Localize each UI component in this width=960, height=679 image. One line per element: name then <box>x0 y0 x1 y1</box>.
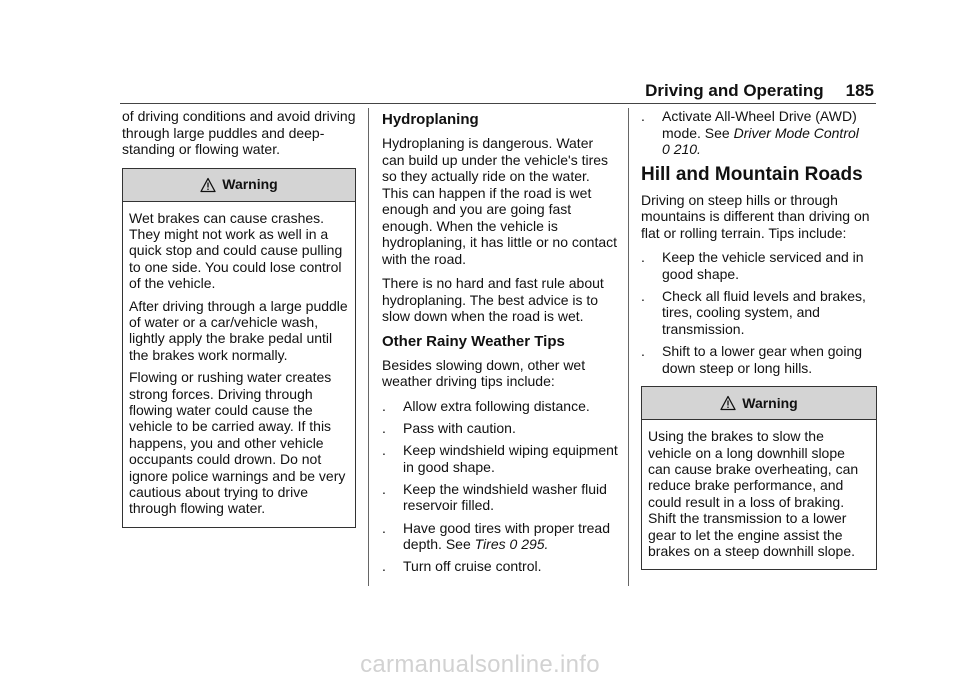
warning-paragraph: After driving through a large puddle of water or a car/vehicle wash, lightly apply the brake pedal until the brakes work normally. <box>129 297 348 363</box>
list-item: . Allow extra following distance. <box>382 397 590 414</box>
warning-body <box>642 420 876 569</box>
bullet: . <box>382 442 386 459</box>
warning-label: Warning <box>742 394 798 411</box>
tires-reference: Tires <box>474 536 506 553</box>
hill-mountain-heading: Hill and Mountain Roads <box>641 163 863 185</box>
bullet: . <box>641 249 645 265</box>
warning-paragraph: Using the brakes to slow the vehicle on a long downhill slope can cause brake overheating, can reduce brake performance, and could result in a loss of braking. Shift the transmission to a lower gear to let the engine assist the brakes on a steep downhill slope. <box>648 428 859 559</box>
column-middle <box>382 108 618 581</box>
warning-paragraph: Wet brakes can cause crashes. They might not work as well in a quick stop and could cause pulling to one side. You could lose control of the vehicle. <box>129 209 343 292</box>
warning-icon <box>200 177 216 193</box>
header-rule <box>120 103 876 104</box>
hydroplaning-paragraph: There is no hard and fast rule about hydroplaning. The best advice is to slow down when the road is wet. <box>382 275 604 324</box>
hill-mountain-intro: Driving on steep hills or through mountains is different than driving on flat or rolling terrain. Tips include: <box>641 191 870 241</box>
driver-mode-reference: Driver Mode Control <box>733 124 859 141</box>
list-item: . Keep windshield wiping equipment in good shape. <box>382 442 618 475</box>
page-number: 185 <box>845 81 874 100</box>
bullet: . <box>382 397 386 414</box>
bullet: . <box>641 343 645 360</box>
bullet: . <box>641 287 645 304</box>
page-arrow-icon: 0 <box>662 141 670 157</box>
hill-tips-list <box>641 249 877 376</box>
warning-box-wet-brakes <box>122 168 356 528</box>
column-divider <box>368 108 369 586</box>
warning-body <box>123 202 355 527</box>
list-item: . Keep the windshield washer fluid reservoir filled. <box>382 480 607 514</box>
list-item: . Check all fluid levels and brakes, tires, cooling system, and transmission. <box>641 287 866 337</box>
column-left <box>122 108 356 538</box>
driver-mode-page-ref: 210. <box>673 141 701 157</box>
watermark: carmanualsonline.info <box>360 651 600 678</box>
warning-label: Warning <box>222 176 278 193</box>
bullet: . <box>382 419 386 436</box>
list-item: . Keep the vehicle serviced and in good shape. <box>641 249 864 282</box>
hydroplaning-paragraph: Hydroplaning is dangerous. Water can build up under the vehicle's tires so they actually ride on the water. This can happen if the road is wet enough and you are going fast enough. When the vehicle is hydroplaning, it has little or no contact with the road. <box>382 135 618 267</box>
list-item: . Pass with caution. <box>382 419 516 436</box>
section-title: Driving and Operating <box>645 81 824 100</box>
warning-icon <box>720 395 736 411</box>
warning-header <box>123 169 355 202</box>
bullet: . <box>382 558 386 575</box>
rainy-weather-intro: Besides slowing down, other wet weather driving tips include: <box>382 356 586 389</box>
page-header <box>645 81 874 101</box>
hydroplaning-heading: Hydroplaning <box>382 111 479 128</box>
warning-box-downhill-brakes <box>641 386 877 570</box>
list-item: . Turn off cruise control. <box>382 558 542 575</box>
list-item: . Activate All-Wheel Drive (AWD) mode. See Driver Mode Control 0 210. <box>641 108 859 157</box>
warning-header <box>642 387 876 420</box>
column-divider <box>628 108 629 586</box>
intro-paragraph: of driving conditions and avoid driving through large puddles and deep-standing or flowing water. <box>122 108 356 157</box>
bullet: . <box>641 108 645 124</box>
awd-list <box>641 108 877 158</box>
bullet: . <box>382 519 386 536</box>
bullet: . <box>382 480 386 497</box>
column-right <box>641 108 877 580</box>
rainy-tips-list <box>382 398 618 575</box>
rainy-weather-heading: Other Rainy Weather Tips <box>382 332 565 350</box>
page-arrow-icon: 0 <box>509 536 518 553</box>
tires-page-ref: 295. <box>521 536 549 553</box>
warning-paragraph: Flowing or rushing water creates strong forces. Driving through flowing water could cause the vehicle to be carried away. If this happens, you and other vehicle occupants could drown. Do not ignore police warnings and be very cautious about trying to drive through flowing water. <box>129 369 346 517</box>
list-item: . Shift to a lower gear when going down steep or long hills. <box>641 343 863 376</box>
list-item: . Have good tires with proper tread depth. See Tires 0 295. <box>382 519 610 553</box>
